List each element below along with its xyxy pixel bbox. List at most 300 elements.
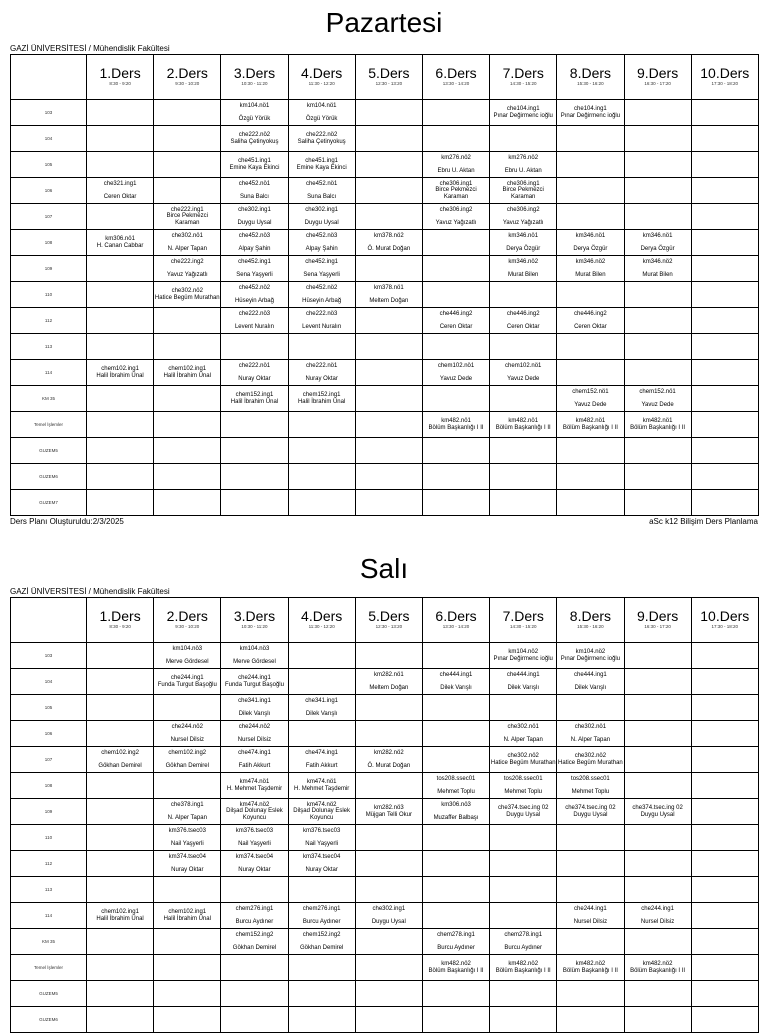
lesson-cell (221, 773, 288, 799)
teacher-name: Bölüm Başkanlığı I II (495, 424, 551, 431)
lesson-cell (355, 464, 422, 490)
teacher-name: Nuray Oktar (238, 375, 271, 382)
course-code: km376.tsec03 (302, 828, 341, 834)
teacher-name: Ceren Oktar (574, 323, 607, 330)
lesson-cell (355, 1007, 422, 1033)
room-label: 104 (11, 126, 87, 152)
lesson-cell (288, 152, 355, 178)
teacher-name: Suna Balcı (307, 193, 337, 200)
teacher-name: Birce Pekmezci Karaman (166, 213, 208, 226)
course-code: km482.nö1 (508, 418, 539, 424)
lesson-cell (422, 100, 489, 126)
lesson-cell (355, 282, 422, 308)
lesson-cell (557, 464, 624, 490)
course-code: che244.ing1 (170, 675, 204, 681)
teacher-name: Nail Yaşyerli (305, 840, 339, 847)
lesson-cell (87, 152, 154, 178)
lesson-cell (691, 721, 758, 747)
lesson-cell (557, 851, 624, 877)
lesson-cell (490, 230, 557, 256)
course-code: km474.nö2 (239, 801, 270, 808)
lesson-cell (221, 308, 288, 334)
course-code: che306.ing2 (439, 207, 473, 213)
table-row (11, 799, 759, 825)
lesson-cell (288, 490, 355, 516)
teacher-name: Nursel Dilsiz (170, 736, 204, 743)
lesson-cell (288, 825, 355, 851)
course-code: che474.ing1 (305, 750, 338, 756)
teacher-name: Merve Gördesel (165, 658, 209, 665)
teacher-name: Levent Nuralın (234, 323, 274, 330)
teacher-name: Duygu Uysal (371, 918, 406, 925)
lesson-cell (288, 438, 355, 464)
table-row (11, 178, 759, 204)
teacher-name: Halil İbrahim Ünal (230, 398, 279, 405)
lesson-cell (288, 877, 355, 903)
lesson-cell (288, 464, 355, 490)
lesson-cell (624, 438, 691, 464)
lesson-cell (422, 464, 489, 490)
lesson-cell (87, 490, 154, 516)
lesson-cell (154, 955, 221, 981)
period-header (221, 598, 288, 643)
course-code: che302.ing1 (238, 207, 271, 213)
lesson-cell (422, 929, 489, 955)
teacher-name: Murat Bilen (575, 271, 606, 278)
teacher-name: Levent Nuralın (302, 323, 342, 330)
lesson-cell (87, 929, 154, 955)
lesson-cell (87, 1007, 154, 1033)
lesson-cell (87, 256, 154, 282)
lesson-cell (355, 178, 422, 204)
course-code: che302.nö1 (507, 724, 539, 730)
teacher-name: Gökhan Demirel (299, 944, 344, 951)
lesson-cell (87, 464, 154, 490)
lesson-cell (221, 282, 288, 308)
course-code: che222.nö1 (238, 363, 271, 369)
room-label: 114 (11, 360, 87, 386)
lesson-cell (154, 438, 221, 464)
course-code: che302.nö1 (171, 233, 203, 239)
lesson-cell (557, 152, 624, 178)
lesson-cell (422, 308, 489, 334)
lesson-cell (355, 955, 422, 981)
room-label: 113 (11, 334, 87, 360)
period-time: 11:30 - 12:20 (308, 80, 335, 86)
lesson-cell (422, 386, 489, 412)
table-row (11, 360, 759, 386)
footer-software: aSc k12 Bilişim Ders Planlama (649, 517, 758, 526)
course-code: che452.nö1 (305, 181, 338, 187)
table-row (11, 386, 759, 412)
lesson-cell (154, 386, 221, 412)
course-code: che452.nö3 (305, 233, 338, 239)
teacher-name: Burcu Aydıner (504, 944, 543, 951)
institution-label: GAZİ ÜNİVERSİTESİ / Mühendislik Fakültesi (10, 587, 170, 596)
lesson-cell (154, 877, 221, 903)
lesson-cell (355, 490, 422, 516)
teacher-name: Hatice Begüm Murathan (558, 759, 623, 766)
lesson-cell (154, 799, 221, 825)
lesson-cell (691, 360, 758, 386)
course-code: km104.nö3 (239, 646, 270, 652)
table-row (11, 256, 759, 282)
lesson-cell (221, 955, 288, 981)
lesson-cell (557, 1007, 624, 1033)
lesson-cell (691, 334, 758, 360)
course-code: chem152.ing1 (302, 392, 341, 398)
period-name: 2.Ders (166, 607, 208, 624)
lesson-cell (288, 412, 355, 438)
lesson-cell (624, 747, 691, 773)
room-label: GUZEM5 (11, 438, 87, 464)
teacher-name: Pınar Değirmenc ioğlu (560, 655, 621, 662)
period-name: 3.Ders (233, 607, 276, 624)
course-code: che452.nö1 (238, 181, 271, 187)
course-code: km482.nö2 (642, 961, 673, 967)
lesson-cell (288, 721, 355, 747)
lesson-cell (691, 464, 758, 490)
lesson-cell (557, 799, 624, 825)
lesson-cell (221, 360, 288, 386)
table-row (11, 643, 759, 669)
lesson-cell (624, 981, 691, 1007)
lesson-cell (87, 773, 154, 799)
period-header (490, 598, 557, 643)
room-label: 107 (11, 747, 87, 773)
table-row (11, 490, 759, 516)
lesson-cell (87, 721, 154, 747)
teacher-name: Nail Yaşyerli (170, 840, 204, 847)
teacher-name: Dilşad Dolunay Eslek Koyuncu (226, 808, 283, 821)
period-name: 10.Ders (700, 64, 750, 81)
table-row (11, 825, 759, 851)
course-code: km474.nö1 (239, 779, 270, 785)
course-code: che374.tsec.ing 02 (498, 805, 549, 811)
lesson-cell (557, 386, 624, 412)
lesson-cell (87, 955, 154, 981)
teacher-name: Nuray Oktar (171, 866, 204, 873)
lesson-cell (490, 721, 557, 747)
course-code: km376.tsec03 (168, 828, 206, 834)
lesson-cell (154, 178, 221, 204)
teacher-name: Burcu Aydıner (437, 944, 475, 951)
teacher-name: Nail Yaşyerli (238, 840, 271, 847)
day-title: Salı (359, 553, 409, 584)
lesson-cell (221, 412, 288, 438)
table-row (11, 721, 759, 747)
lesson-cell (490, 773, 557, 799)
course-code: che222.nö1 (305, 363, 338, 369)
course-code: che244.nö2 (238, 724, 271, 730)
lesson-cell (557, 695, 624, 721)
lesson-cell (557, 230, 624, 256)
room-label: 112 (11, 308, 87, 334)
lesson-cell (624, 282, 691, 308)
room-label: 112 (11, 851, 87, 877)
course-code: km482.nö2 (508, 961, 539, 967)
period-name: 6.Ders (435, 64, 477, 81)
course-code: km374.tsec04 (235, 854, 274, 860)
lesson-cell (355, 851, 422, 877)
lesson-cell (691, 669, 758, 695)
course-code: km306.nö3 (441, 802, 471, 808)
lesson-cell (422, 851, 489, 877)
teacher-name: Fatih Akkurt (238, 762, 271, 769)
lesson-cell (87, 643, 154, 669)
period-header (87, 598, 154, 643)
lesson-cell (355, 386, 422, 412)
lesson-cell (422, 360, 489, 386)
lesson-cell (221, 695, 288, 721)
course-code: km374.tsec04 (302, 854, 341, 860)
course-code: chem102.ing1 (168, 366, 207, 372)
lesson-cell (87, 334, 154, 360)
lesson-cell (691, 747, 758, 773)
table-row (11, 929, 759, 955)
lesson-cell (422, 282, 489, 308)
lesson-cell (288, 334, 355, 360)
teacher-name: Derya Özgür (506, 245, 541, 252)
course-code: chem278.ing1 (437, 932, 475, 938)
course-code: tos208.ssec01 (503, 776, 543, 782)
lesson-cell (557, 669, 624, 695)
lesson-cell (355, 152, 422, 178)
room-label: Temel İşlemler (11, 955, 87, 981)
teacher-name: Nursel Dilsiz (640, 918, 675, 925)
lesson-cell (355, 204, 422, 230)
lesson-cell (221, 438, 288, 464)
room-label: 110 (11, 825, 87, 851)
lesson-cell (87, 126, 154, 152)
lesson-cell (288, 282, 355, 308)
course-code: che222.nö3 (238, 311, 271, 317)
period-header (557, 598, 624, 643)
lesson-cell (691, 851, 758, 877)
period-header (557, 55, 624, 100)
lesson-cell (691, 256, 758, 282)
course-code: km346.nö2 (575, 259, 606, 265)
lesson-cell (557, 308, 624, 334)
lesson-cell (221, 747, 288, 773)
lesson-cell (557, 721, 624, 747)
lesson-cell (288, 799, 355, 825)
table-row (11, 282, 759, 308)
course-code: che374.tsec.ing 02 (632, 805, 683, 811)
teacher-name: Duygu Uysal (506, 811, 541, 818)
lesson-cell (691, 178, 758, 204)
lesson-cell (490, 256, 557, 282)
teacher-name: H. Mehmet Taşdemir (226, 785, 283, 792)
lesson-cell (288, 669, 355, 695)
lesson-cell (624, 695, 691, 721)
lesson-cell (87, 903, 154, 929)
lesson-cell (355, 308, 422, 334)
lesson-cell (490, 178, 557, 204)
lesson-cell (557, 126, 624, 152)
lesson-cell (557, 100, 624, 126)
room-label: KM 35 (11, 386, 87, 412)
room-label: 105 (11, 695, 87, 721)
teacher-name: N. Alper Tapan (167, 245, 207, 252)
course-code: che444.ing1 (439, 672, 473, 678)
period-header (422, 598, 489, 643)
teacher-name: Ö. Murat Doğan (367, 762, 411, 769)
teacher-name: Derya Özgür (573, 245, 608, 252)
course-code: chem102.nö1 (437, 363, 475, 369)
table-row (11, 308, 759, 334)
course-code: km482.nö1 (642, 418, 673, 424)
lesson-cell (87, 799, 154, 825)
period-header (154, 598, 221, 643)
course-code: km378.nö2 (374, 233, 404, 239)
lesson-cell (355, 825, 422, 851)
course-code: km376.tsec03 (235, 828, 274, 834)
room-label: 109 (11, 256, 87, 282)
table-row (11, 464, 759, 490)
lesson-cell (691, 695, 758, 721)
table-row (11, 747, 759, 773)
period-time: 8:30 - 9:20 (109, 80, 131, 86)
footer-created-date: Ders Planı Oluşturuldu:2/3/2025 (10, 517, 124, 526)
course-code: km276.nö2 (441, 155, 471, 161)
lesson-cell (422, 799, 489, 825)
course-code: km346.nö2 (642, 259, 673, 265)
lesson-cell (691, 981, 758, 1007)
lesson-cell (154, 981, 221, 1007)
teacher-name: Ebru U. Aktan (504, 167, 542, 174)
period-time: 15:30 - 16:20 (577, 623, 604, 629)
course-code: chem152.ing2 (302, 932, 341, 938)
lesson-cell (221, 152, 288, 178)
lesson-cell (154, 308, 221, 334)
lesson-cell (624, 825, 691, 851)
lesson-cell (422, 126, 489, 152)
lesson-cell (557, 282, 624, 308)
teacher-name: Müjgan Telli Okur (365, 811, 412, 818)
lesson-cell (221, 643, 288, 669)
lesson-cell (490, 1007, 557, 1033)
period-name: 10.Ders (700, 607, 750, 624)
lesson-cell (221, 851, 288, 877)
lesson-cell (87, 877, 154, 903)
table-row (11, 851, 759, 877)
lesson-cell (624, 721, 691, 747)
course-code: km276.nö2 (508, 155, 539, 161)
teacher-name: Alpay Şahin (305, 245, 338, 252)
teacher-name: Bölüm Başkanlığı I II (495, 967, 551, 974)
teacher-name: Halil İbrahim Ünal (297, 398, 346, 405)
course-code: chem152.nö1 (639, 389, 676, 395)
lesson-cell (87, 360, 154, 386)
teacher-name: Bölüm Başkanlığı I II (630, 424, 686, 431)
teacher-name: Mehmet Toplu (437, 788, 475, 795)
lesson-cell (288, 204, 355, 230)
room-label: 103 (11, 643, 87, 669)
room-label: 106 (11, 721, 87, 747)
period-time: 17:30 - 18:20 (711, 80, 739, 86)
teacher-name: Nursel Dilsiz (237, 736, 272, 743)
lesson-cell (355, 360, 422, 386)
teacher-name: Halil İbrahim Ünal (96, 915, 144, 922)
lesson-cell (691, 412, 758, 438)
teacher-name: Özgü Yörük (305, 115, 338, 122)
course-code: km378.nö1 (374, 285, 404, 291)
teacher-name: Sena Yaşyerli (303, 271, 340, 278)
course-code: km282.nö1 (374, 672, 404, 678)
lesson-cell (422, 334, 489, 360)
lesson-cell (557, 438, 624, 464)
room-label: KM 35 (11, 929, 87, 955)
teacher-name: Yavuz Yağızatlı (166, 271, 208, 278)
course-code: che306.ing1 (439, 180, 473, 187)
lesson-cell (221, 981, 288, 1007)
teacher-name: Dilek Varışlı (507, 684, 539, 691)
lesson-cell (355, 747, 422, 773)
teacher-name: Yavuz Dede (641, 401, 674, 408)
lesson-cell (557, 929, 624, 955)
lesson-cell (355, 412, 422, 438)
course-code: chem102.ing2 (168, 750, 207, 756)
room-label: 108 (11, 230, 87, 256)
teacher-name: N. Alper Tapan (570, 736, 611, 743)
lesson-cell (288, 955, 355, 981)
period-name: 8.Ders (569, 64, 612, 81)
teacher-name: Emine Kaya Ekinci (229, 164, 280, 171)
lesson-cell (624, 178, 691, 204)
lesson-cell (154, 851, 221, 877)
teacher-name: Mehmet Toplu (504, 788, 542, 795)
room-label: 114 (11, 903, 87, 929)
teacher-name: Hüseyin Arbağ (234, 297, 274, 304)
lesson-cell (490, 490, 557, 516)
teacher-name: Yavuz Yağızatlı (502, 219, 544, 226)
teacher-name: Ceren Oktar (439, 323, 473, 330)
course-code: chem152.ing2 (235, 932, 274, 938)
lesson-cell (154, 152, 221, 178)
lesson-cell (422, 438, 489, 464)
period-header (691, 598, 758, 643)
period-time: 9:30 - 10:20 (175, 80, 200, 86)
lesson-cell (154, 282, 221, 308)
lesson-cell (490, 669, 557, 695)
course-code: che451.ing1 (305, 158, 338, 164)
teacher-name: Meltem Doğan (369, 297, 409, 304)
lesson-cell (691, 126, 758, 152)
lesson-cell (221, 464, 288, 490)
teacher-name: Saliha Çetinyokuş (230, 138, 279, 145)
lesson-cell (624, 643, 691, 669)
lesson-cell (355, 100, 422, 126)
period-time: 12:30 - 13:20 (375, 623, 403, 629)
lesson-cell (490, 386, 557, 412)
course-code: che222.ing2 (170, 259, 204, 265)
lesson-cell (557, 490, 624, 516)
lesson-cell (221, 386, 288, 412)
lesson-cell (87, 100, 154, 126)
teacher-name: Yavuz Yağızatlı (435, 219, 477, 226)
lesson-cell (422, 412, 489, 438)
teacher-name: Saliha Çetinyokuş (297, 138, 346, 145)
course-code: che244.ing1 (641, 906, 674, 912)
teacher-name: Emine Kaya Ekinci (296, 164, 347, 171)
lesson-cell (422, 178, 489, 204)
period-name: 4.Ders (301, 607, 343, 624)
teacher-name: Birce Pekmezci Karaman (435, 187, 477, 200)
teacher-name: Bölüm Başkanlığı I II (630, 967, 686, 974)
lesson-cell (87, 308, 154, 334)
lesson-cell (221, 877, 288, 903)
